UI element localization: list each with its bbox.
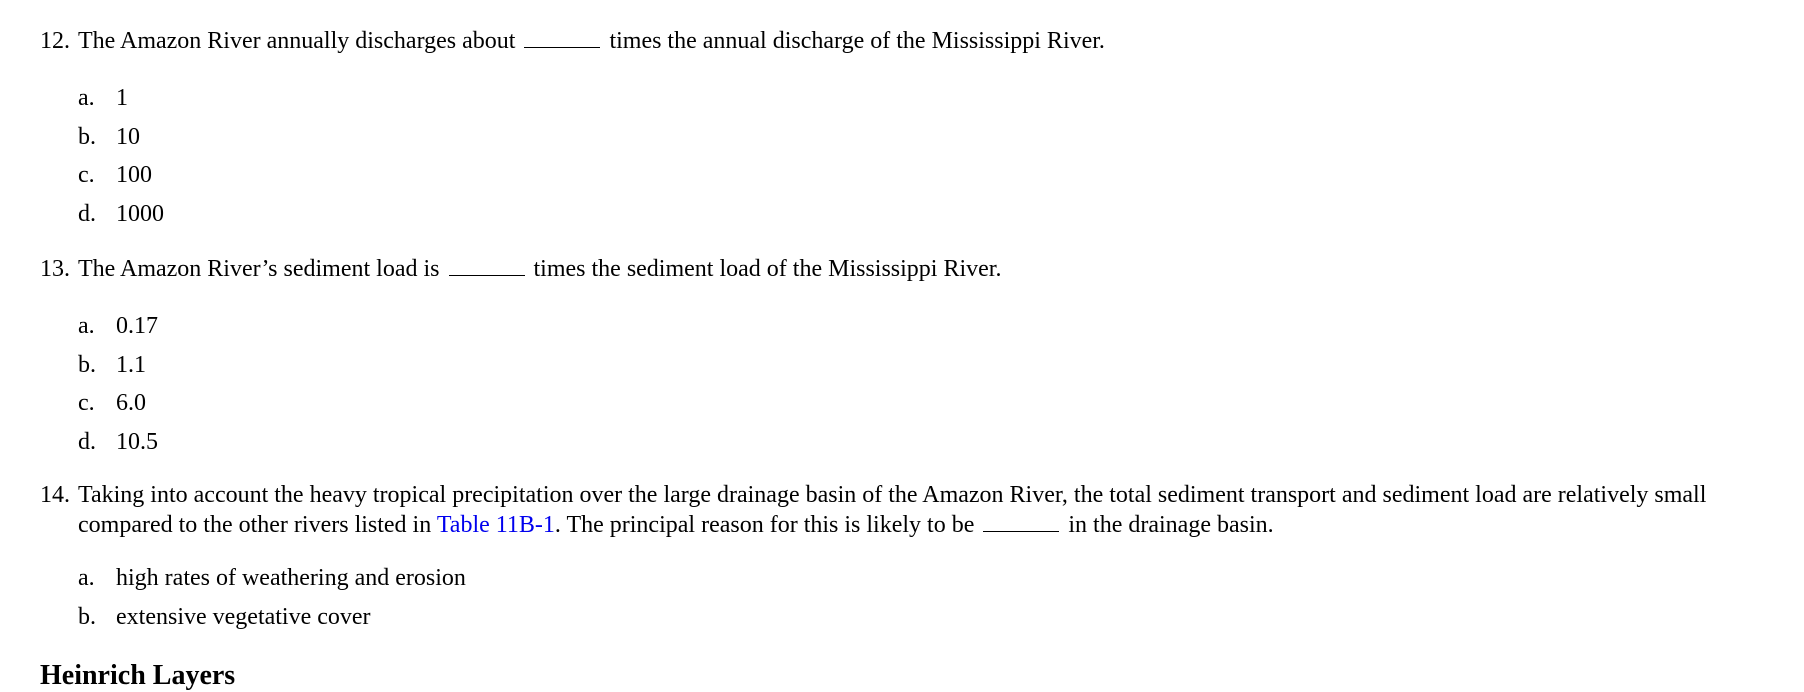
option-letter: b. xyxy=(78,123,96,150)
question-14 xyxy=(40,480,1760,540)
option-letter: a. xyxy=(78,85,95,111)
question-13-options xyxy=(78,307,158,461)
question-text-after: in the drainage basin. xyxy=(1068,512,1274,538)
answer-blank xyxy=(524,27,600,48)
option-letter: a. xyxy=(78,313,95,339)
question-text-before: Taking into account the heavy tropical precipitation over the large drainage basin of the Amazon River, the total sediment transport and sediment load are relatively small compared to the other rivers listed in xyxy=(78,482,1707,538)
question-text-after: times the sediment load of the Mississippi River. xyxy=(533,256,1002,282)
question-12-options xyxy=(78,79,164,233)
section-heading: Heinrich Layers xyxy=(40,660,236,691)
option-b xyxy=(78,346,158,385)
option-text: 0.17 xyxy=(116,313,158,339)
option-letter: d. xyxy=(78,428,96,455)
option-a xyxy=(78,559,466,598)
option-c xyxy=(78,156,164,195)
option-a xyxy=(78,307,158,346)
option-text: 10.5 xyxy=(116,428,158,455)
option-c xyxy=(78,384,158,423)
option-text: 100 xyxy=(116,162,152,188)
option-d xyxy=(78,195,164,234)
option-text: extensive vegetative cover xyxy=(116,603,371,630)
option-a xyxy=(78,79,164,118)
question-text-before: The Amazon River’s sediment load is xyxy=(78,256,440,282)
option-text: 1.1 xyxy=(116,351,146,378)
question-number: 14. xyxy=(40,482,70,508)
option-b xyxy=(78,118,164,157)
question-text-middle: . The principal reason for this is likely to be xyxy=(554,512,975,538)
option-b xyxy=(78,598,466,637)
option-letter: d. xyxy=(78,200,96,227)
question-12 xyxy=(40,26,1760,56)
option-text: 1 xyxy=(116,85,128,111)
option-d xyxy=(78,423,158,462)
table-link[interactable]: Table 11B-1 xyxy=(436,512,555,538)
question-text xyxy=(78,26,1760,56)
answer-blank xyxy=(449,255,525,276)
option-text: high rates of weathering and erosion xyxy=(116,565,466,591)
question-text-after: times the annual discharge of the Mississippi River. xyxy=(609,28,1105,54)
question-text xyxy=(78,254,1760,284)
answer-blank xyxy=(983,511,1059,532)
option-letter: b. xyxy=(78,603,96,630)
question-number: 12. xyxy=(40,28,70,54)
question-text xyxy=(78,480,1760,540)
option-letter: b. xyxy=(78,351,96,378)
question-14-options xyxy=(78,559,466,636)
option-letter: a. xyxy=(78,565,95,591)
option-text: 6.0 xyxy=(116,390,146,416)
option-letter: c. xyxy=(78,390,95,416)
option-letter: c. xyxy=(78,162,95,188)
option-text: 10 xyxy=(116,123,140,150)
question-13 xyxy=(40,254,1760,284)
question-text-before: The Amazon River annually discharges about xyxy=(78,28,516,54)
question-number: 13. xyxy=(40,256,70,282)
option-text: 1000 xyxy=(116,200,164,227)
